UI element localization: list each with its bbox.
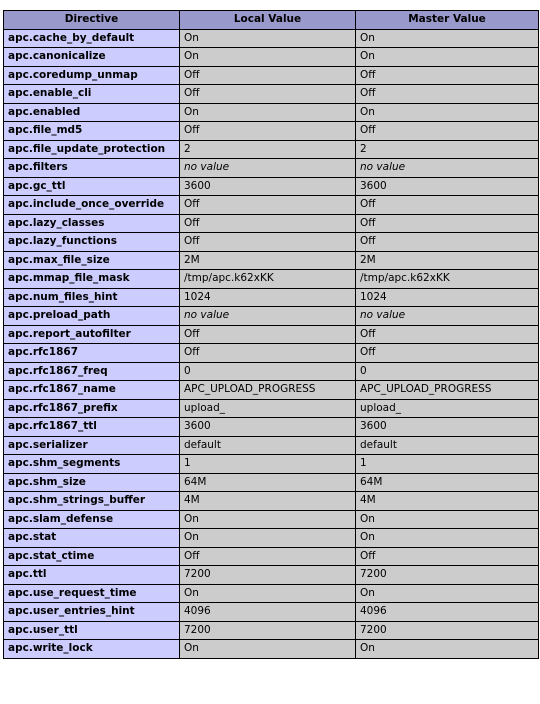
master-value: default bbox=[356, 436, 539, 455]
local-value: APC_UPLOAD_PROGRESS bbox=[180, 381, 356, 400]
local-value: 4M bbox=[180, 492, 356, 511]
local-value: Off bbox=[180, 122, 356, 141]
local-value: 7200 bbox=[180, 621, 356, 640]
local-value: Off bbox=[180, 344, 356, 363]
column-header-local-value: Local Value bbox=[180, 11, 356, 30]
master-value: Off bbox=[356, 547, 539, 566]
local-value: Off bbox=[180, 233, 356, 252]
local-value: On bbox=[180, 103, 356, 122]
table-row bbox=[4, 122, 539, 141]
master-value: On bbox=[356, 48, 539, 67]
table-row bbox=[4, 159, 539, 178]
directive-name: apc.include_once_override bbox=[4, 196, 180, 215]
table-row bbox=[4, 640, 539, 659]
table-row bbox=[4, 547, 539, 566]
directive-name: apc.shm_segments bbox=[4, 455, 180, 474]
directive-name: apc.report_autofilter bbox=[4, 325, 180, 344]
table-row bbox=[4, 344, 539, 363]
directive-name: apc.gc_ttl bbox=[4, 177, 180, 196]
local-value: On bbox=[180, 640, 356, 659]
master-value: Off bbox=[356, 85, 539, 104]
table-row bbox=[4, 103, 539, 122]
local-value: no value bbox=[180, 159, 356, 178]
table-row bbox=[4, 603, 539, 622]
directive-name: apc.rfc1867_name bbox=[4, 381, 180, 400]
master-value: On bbox=[356, 103, 539, 122]
directive-name: apc.rfc1867_prefix bbox=[4, 399, 180, 418]
master-value: On bbox=[356, 510, 539, 529]
master-value: APC_UPLOAD_PROGRESS bbox=[356, 381, 539, 400]
header-row bbox=[4, 11, 539, 30]
directive-name: apc.lazy_functions bbox=[4, 233, 180, 252]
directive-name: apc.mmap_file_mask bbox=[4, 270, 180, 289]
local-value: /tmp/apc.k62xKK bbox=[180, 270, 356, 289]
local-value: 4096 bbox=[180, 603, 356, 622]
local-value: 3600 bbox=[180, 177, 356, 196]
table-row bbox=[4, 48, 539, 67]
directive-name: apc.coredump_unmap bbox=[4, 66, 180, 85]
directive-name: apc.slam_defense bbox=[4, 510, 180, 529]
local-value: On bbox=[180, 584, 356, 603]
master-value: On bbox=[356, 640, 539, 659]
local-value: On bbox=[180, 529, 356, 548]
local-value: Off bbox=[180, 325, 356, 344]
local-value: 64M bbox=[180, 473, 356, 492]
master-value: Off bbox=[356, 66, 539, 85]
master-value: 7200 bbox=[356, 566, 539, 585]
master-value: 4096 bbox=[356, 603, 539, 622]
table-row bbox=[4, 473, 539, 492]
column-header-master-value: Master Value bbox=[356, 11, 539, 30]
master-value: no value bbox=[356, 159, 539, 178]
master-value: 7200 bbox=[356, 621, 539, 640]
table-row bbox=[4, 381, 539, 400]
directive-name: apc.use_request_time bbox=[4, 584, 180, 603]
directive-name: apc.rfc1867 bbox=[4, 344, 180, 363]
table-row bbox=[4, 436, 539, 455]
master-value: 1 bbox=[356, 455, 539, 474]
master-value: Off bbox=[356, 325, 539, 344]
master-value: Off bbox=[356, 214, 539, 233]
table-row bbox=[4, 251, 539, 270]
local-value: default bbox=[180, 436, 356, 455]
master-value: 64M bbox=[356, 473, 539, 492]
table-row bbox=[4, 418, 539, 437]
table-row bbox=[4, 233, 539, 252]
local-value: 0 bbox=[180, 362, 356, 381]
table-row bbox=[4, 510, 539, 529]
table-row bbox=[4, 214, 539, 233]
directive-name: apc.shm_size bbox=[4, 473, 180, 492]
table-row bbox=[4, 85, 539, 104]
master-value: 3600 bbox=[356, 177, 539, 196]
local-value: 3600 bbox=[180, 418, 356, 437]
directive-name: apc.serializer bbox=[4, 436, 180, 455]
master-value: On bbox=[356, 529, 539, 548]
directive-name: apc.preload_path bbox=[4, 307, 180, 326]
local-value: Off bbox=[180, 66, 356, 85]
local-value: no value bbox=[180, 307, 356, 326]
local-value: upload_ bbox=[180, 399, 356, 418]
directive-name: apc.file_update_protection bbox=[4, 140, 180, 159]
directive-name: apc.canonicalize bbox=[4, 48, 180, 67]
directive-name: apc.user_ttl bbox=[4, 621, 180, 640]
master-value: Off bbox=[356, 122, 539, 141]
local-value: Off bbox=[180, 85, 356, 104]
directive-name: apc.file_md5 bbox=[4, 122, 180, 141]
local-value: 1 bbox=[180, 455, 356, 474]
directive-name: apc.lazy_classes bbox=[4, 214, 180, 233]
column-header-directive: Directive bbox=[4, 11, 180, 30]
table-row bbox=[4, 584, 539, 603]
table-row bbox=[4, 196, 539, 215]
local-value: Off bbox=[180, 214, 356, 233]
table-row bbox=[4, 66, 539, 85]
directive-name: apc.write_lock bbox=[4, 640, 180, 659]
directive-name: apc.num_files_hint bbox=[4, 288, 180, 307]
table-row bbox=[4, 455, 539, 474]
directive-name: apc.user_entries_hint bbox=[4, 603, 180, 622]
table-row bbox=[4, 362, 539, 381]
table-header bbox=[4, 11, 539, 30]
table-row bbox=[4, 29, 539, 48]
master-value: /tmp/apc.k62xKK bbox=[356, 270, 539, 289]
local-value: 2 bbox=[180, 140, 356, 159]
table-body bbox=[4, 29, 539, 658]
directive-name: apc.shm_strings_buffer bbox=[4, 492, 180, 511]
master-value: 1024 bbox=[356, 288, 539, 307]
directive-name: apc.rfc1867_ttl bbox=[4, 418, 180, 437]
directive-name: apc.cache_by_default bbox=[4, 29, 180, 48]
table-row bbox=[4, 325, 539, 344]
master-value: On bbox=[356, 584, 539, 603]
local-value: On bbox=[180, 48, 356, 67]
master-value: upload_ bbox=[356, 399, 539, 418]
master-value: On bbox=[356, 29, 539, 48]
apc-directives-table bbox=[3, 10, 539, 659]
directive-name: apc.filters bbox=[4, 159, 180, 178]
directive-name: apc.enabled bbox=[4, 103, 180, 122]
table-row bbox=[4, 177, 539, 196]
directive-name: apc.enable_cli bbox=[4, 85, 180, 104]
local-value: 7200 bbox=[180, 566, 356, 585]
table-row bbox=[4, 270, 539, 289]
table-row bbox=[4, 399, 539, 418]
local-value: Off bbox=[180, 547, 356, 566]
master-value: 3600 bbox=[356, 418, 539, 437]
local-value: Off bbox=[180, 196, 356, 215]
local-value: On bbox=[180, 29, 356, 48]
table-row bbox=[4, 492, 539, 511]
table-row bbox=[4, 529, 539, 548]
master-value: Off bbox=[356, 344, 539, 363]
table-row bbox=[4, 566, 539, 585]
master-value: no value bbox=[356, 307, 539, 326]
master-value: 2 bbox=[356, 140, 539, 159]
table-row bbox=[4, 140, 539, 159]
local-value: 1024 bbox=[180, 288, 356, 307]
master-value: 4M bbox=[356, 492, 539, 511]
master-value: 0 bbox=[356, 362, 539, 381]
local-value: 2M bbox=[180, 251, 356, 270]
table-row bbox=[4, 288, 539, 307]
directive-name: apc.max_file_size bbox=[4, 251, 180, 270]
master-value: 2M bbox=[356, 251, 539, 270]
directive-name: apc.stat bbox=[4, 529, 180, 548]
master-value: Off bbox=[356, 233, 539, 252]
local-value: On bbox=[180, 510, 356, 529]
table-row bbox=[4, 307, 539, 326]
table-row bbox=[4, 621, 539, 640]
directive-name: apc.rfc1867_freq bbox=[4, 362, 180, 381]
directive-name: apc.stat_ctime bbox=[4, 547, 180, 566]
master-value: Off bbox=[356, 196, 539, 215]
directive-name: apc.ttl bbox=[4, 566, 180, 585]
